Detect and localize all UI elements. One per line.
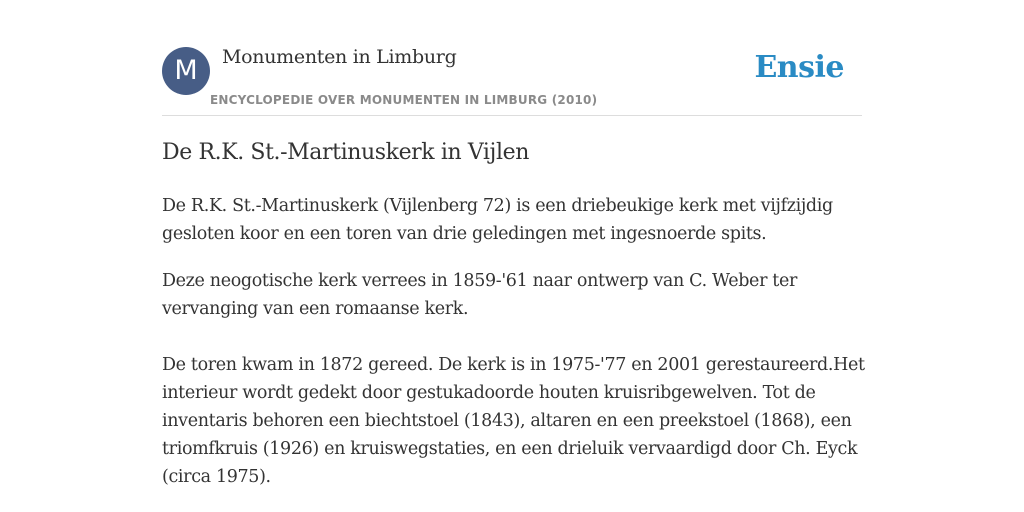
article-paragraph-2	[162, 267, 862, 323]
source-avatar[interactable]: M	[162, 47, 210, 95]
header-divider	[162, 115, 862, 116]
paragraph-line: De toren kwam in 1872 gereed. De kerk is in 1975-'77 en 2001 gerestaureerd.Het	[162, 355, 865, 375]
ensie-logo[interactable]: Ensie	[754, 50, 844, 85]
article-paragraph-3	[162, 351, 865, 491]
paragraph-line: triomfkruis (1926) en kruiswegstaties, en een drieluik vervaardigd door Ch. Eyck	[162, 439, 858, 459]
paragraph-line: De R.K. St.-Martinuskerk (Vijlenberg 72) is een driebeukige kerk met vijfzijdig	[162, 196, 833, 216]
paragraph-line: vervanging van een romaanse kerk.	[162, 299, 469, 319]
paragraph-line: inventaris behoren een biechtstoel (1843), altaren en een preekstoel (1868), een	[162, 411, 852, 431]
paragraph-line: interieur wordt gedekt door gestukadoorde houten kruisribgewelven. Tot de	[162, 383, 816, 403]
article-title: De R.K. St.-Martinuskerk in Vijlen	[162, 140, 530, 165]
source-subtitle: ENCYCLOPEDIE OVER MONUMENTEN IN LIMBURG (2010)	[210, 93, 598, 107]
article-paragraph-1	[162, 192, 862, 248]
paragraph-line: Deze neogotische kerk verrees in 1859-'61 naar ontwerp van C. Weber ter	[162, 271, 797, 291]
source-header	[162, 46, 862, 116]
paragraph-line: gesloten koor en een toren van drie geledingen met ingesnoerde spits.	[162, 224, 767, 244]
paragraph-line: (circa 1975).	[162, 467, 271, 487]
source-title-link[interactable]: Monumenten in Limburg	[222, 46, 457, 68]
